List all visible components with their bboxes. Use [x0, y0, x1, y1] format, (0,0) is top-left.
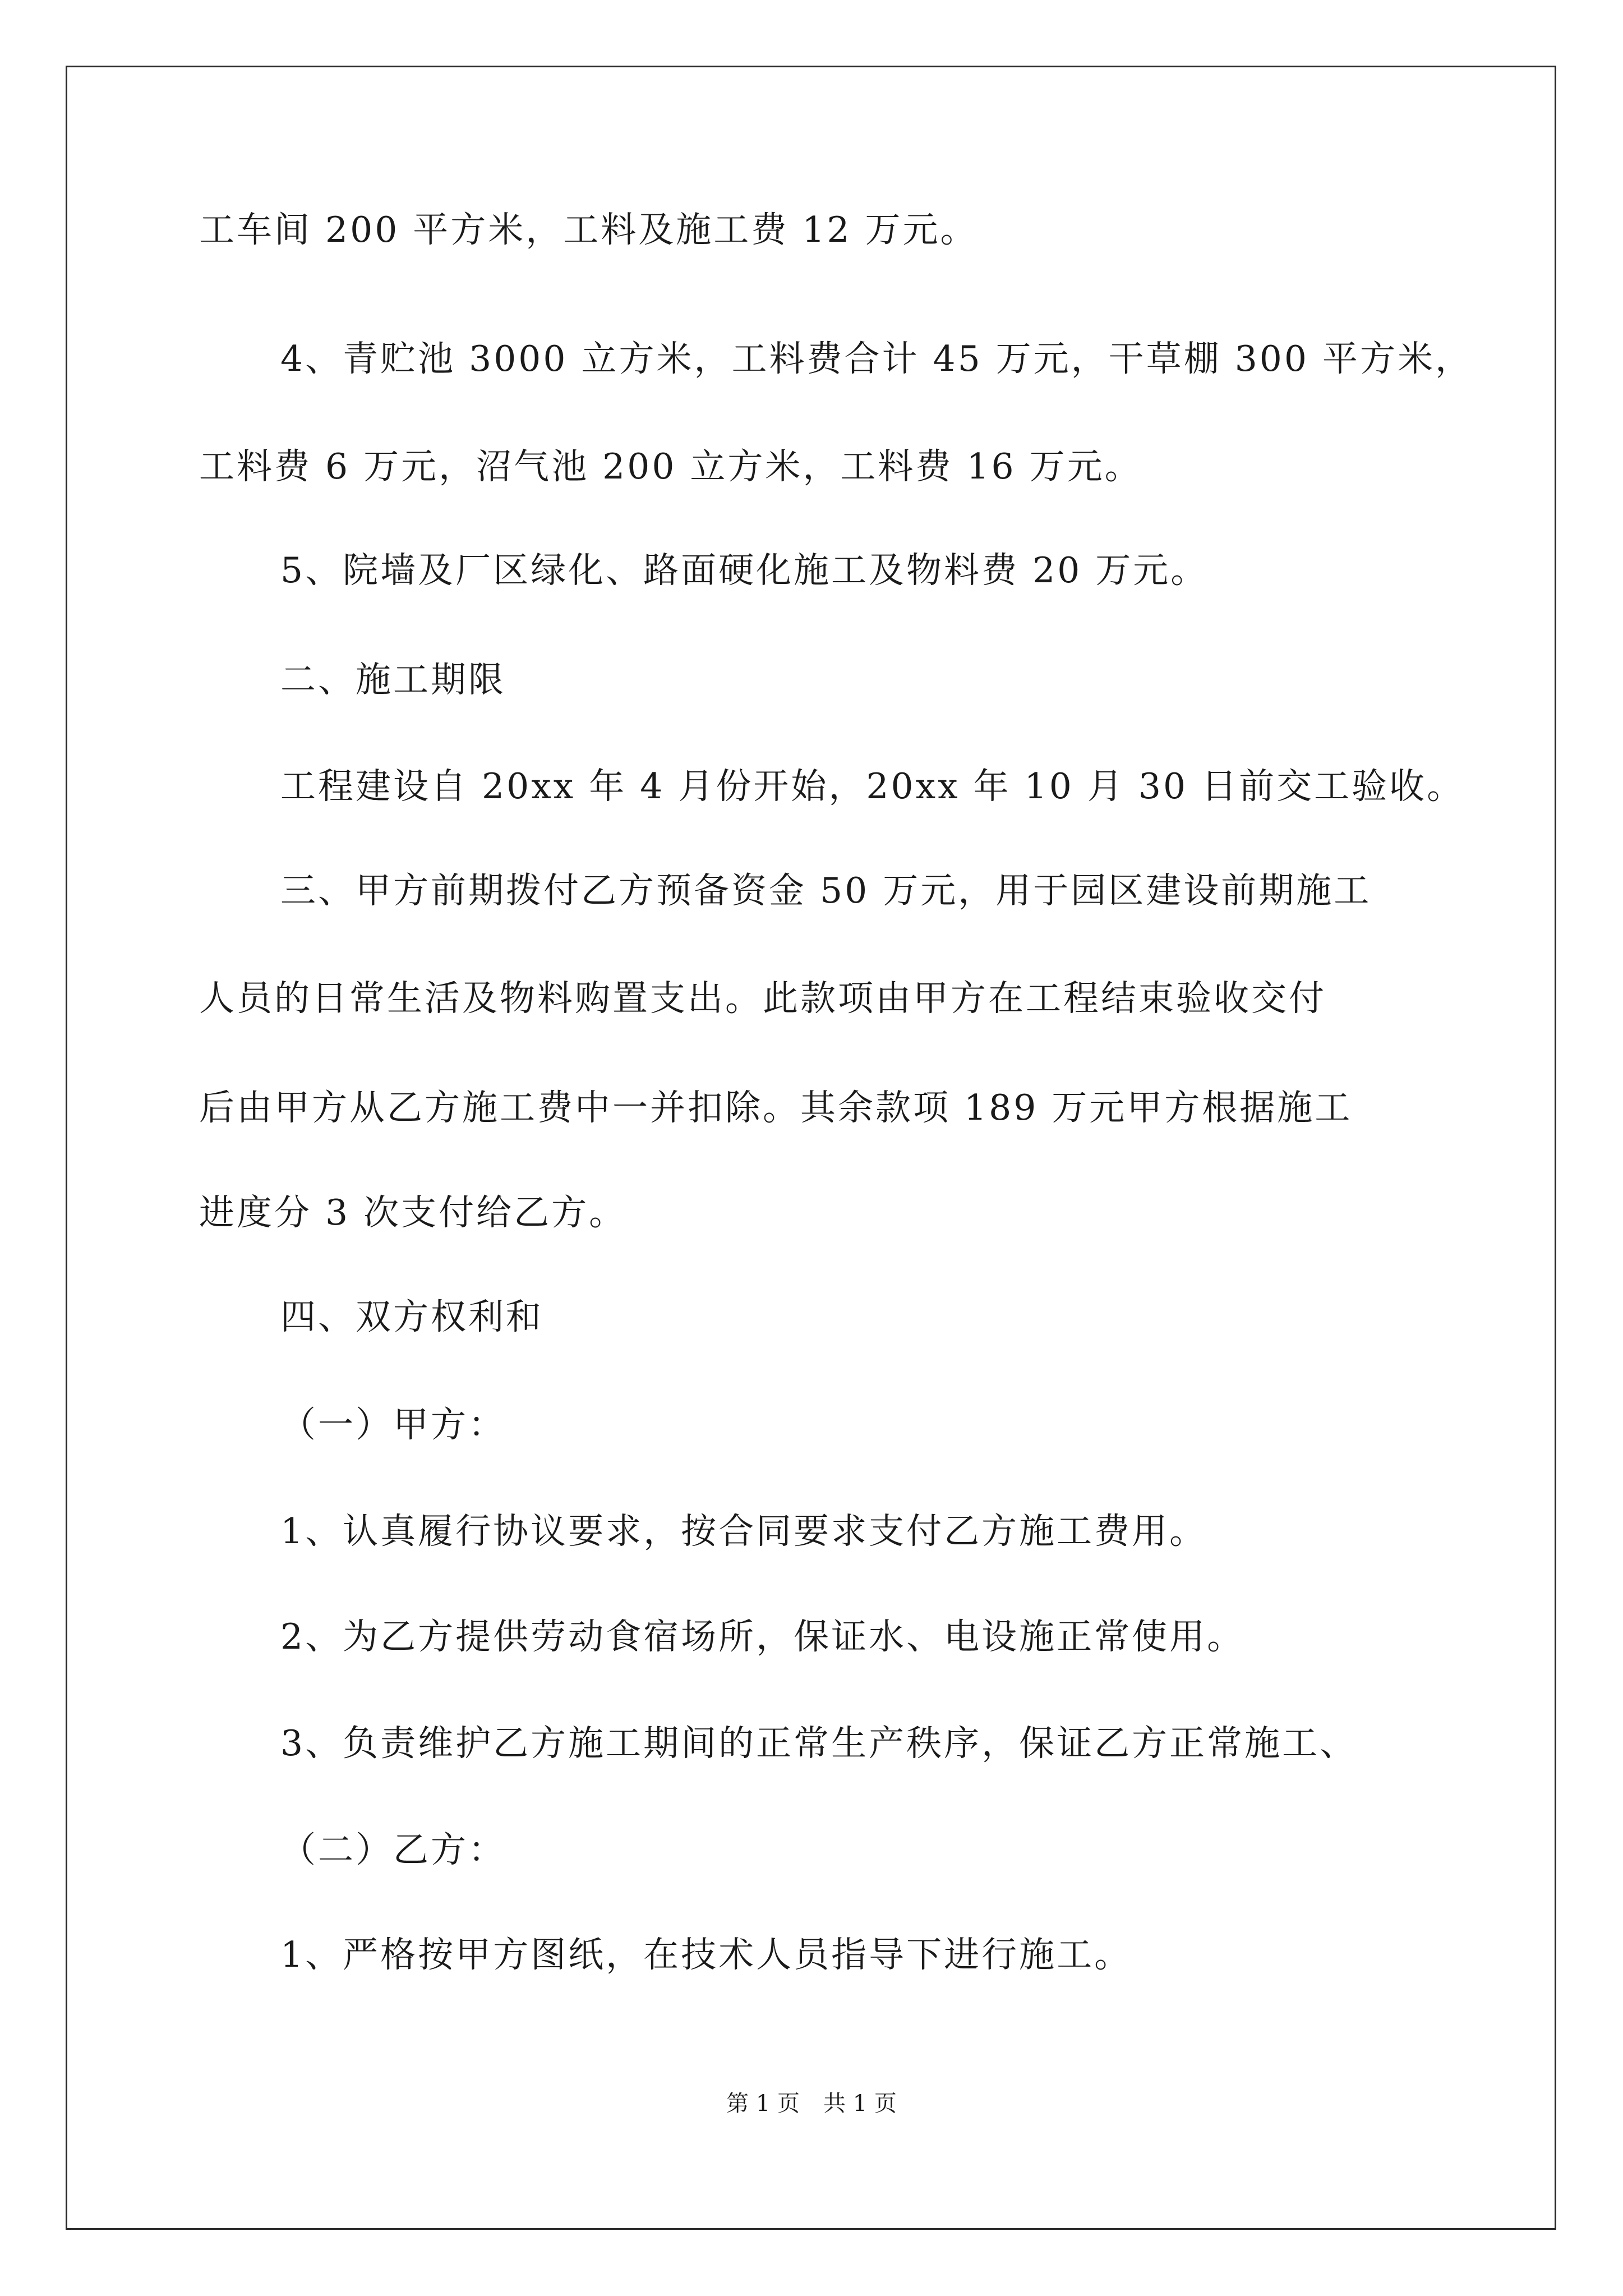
- page-number: 第 1 页: [726, 2091, 800, 2116]
- text-line: 1、严格按甲方图纸，在技术人员指导下进行施工。: [280, 1934, 1132, 1975]
- text-line: 人员的日常生活及物料购置支出。此款项由甲方在工程结束验收交付: [199, 978, 1326, 1019]
- text-line: 工车间 200 平方米，工料及施工费 12 万元。: [199, 209, 978, 250]
- text-line: 进度分 3 次支付给乙方。: [199, 1192, 627, 1233]
- text-line: 3、负责维护乙方施工期间的正常生产秩序，保证乙方正常施工、: [280, 1723, 1358, 1764]
- text-line: 三、甲方前期拨付乙方预备资金 50 万元，用于园区建设前期施工: [280, 870, 1372, 911]
- text-line: 2、为乙方提供劳动食宿场所，保证水、电设施正常使用。: [280, 1616, 1245, 1657]
- text-line: 后由甲方从乙方施工费中一并扣除。其余款项 189 万元甲方根据施工: [199, 1087, 1353, 1128]
- page-footer: [0, 2090, 1623, 2118]
- text-line: 工料费 6 万元，沼气池 200 立方米，工料费 16 万元。: [199, 446, 1142, 487]
- text-line: 1、认真履行协议要求，按合同要求支付乙方施工费用。: [280, 1511, 1207, 1552]
- subsection-heading: （二）乙方：: [280, 1829, 506, 1870]
- section-heading: 二、施工期限: [280, 659, 506, 700]
- page-border: [66, 66, 1556, 2230]
- text-line: 工程建设自 20xx 年 4 月份开始，20xx 年 10 月 30 日前交工验收。: [280, 766, 1465, 807]
- subsection-heading: （一）甲方：: [280, 1404, 506, 1445]
- page-total: 共 1 页: [823, 2091, 897, 2116]
- section-heading: 四、双方权利和: [280, 1296, 543, 1337]
- text-line: 4、青贮池 3000 立方米，工料费合计 45 万元，干草棚 300 平方米，: [280, 338, 1473, 379]
- text-line: 5、院墙及厂区绿化、路面硬化施工及物料费 20 万元。: [280, 550, 1209, 591]
